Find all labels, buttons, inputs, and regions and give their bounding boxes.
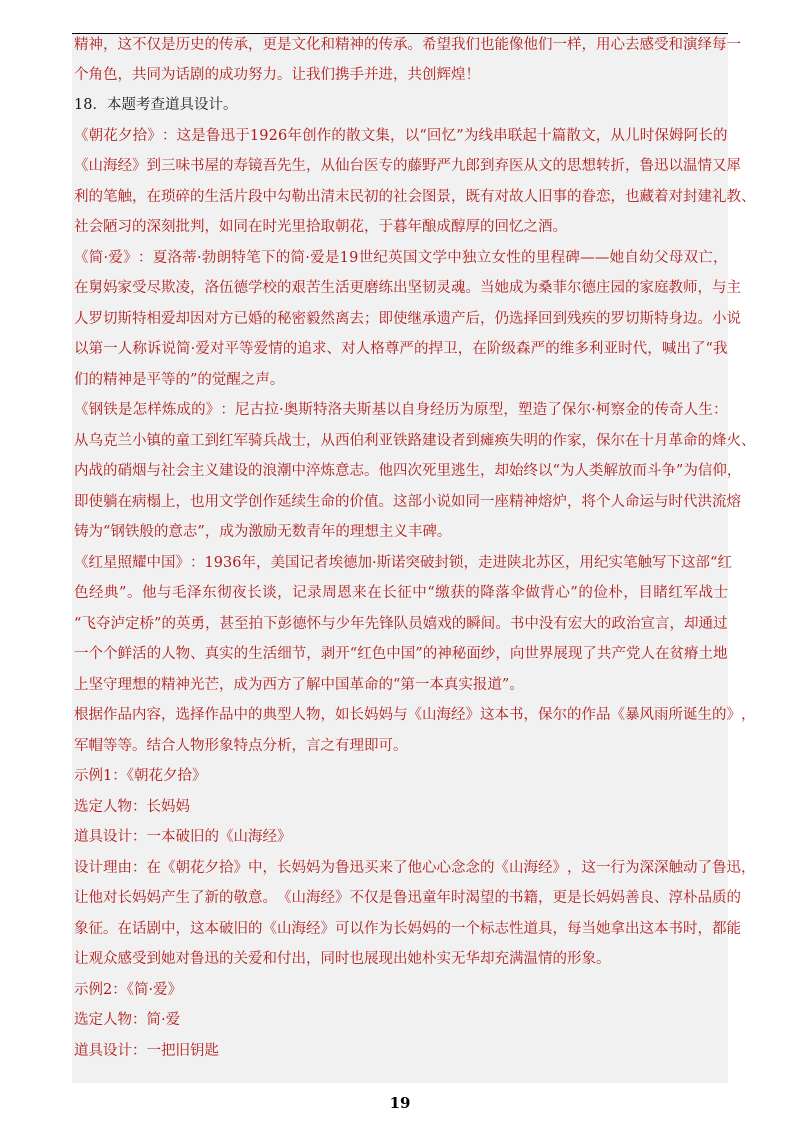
text-line: 从 乌 克 兰 小 镇 的 童 工 到 红 军 骑 兵 战 士 ， 从 西 伯 利 亚 铁 路 建 设 者 到 瘫 痪 失 明 的 作 家 ， 保 尔 在 十 月 革 命 的 烽 火 、 [74, 433, 756, 449]
text-line: 选定人物：简·爱 [74, 1012, 181, 1028]
text-line: 让观众感受到她对鲁迅的关爱和付出，同时也展现出她朴实无华却充满温情的形象。 [74, 951, 611, 967]
text-line: “ 飞 夺 泸 定 桥 ” 的 英 勇 ， 甚 至 拍 下 彭 德 怀 与 少 年 先 锋 队 员 嬉 戏 的 瞬 间 。 书 中 没 有 宏 大 的 政 治 宣 言 ， 却 通 过 [74, 616, 728, 632]
text-line: 以 第 一 人 称 诉 说 简 · 爱 对 平 等 爱 情 的 追 求 、 对 人 格 尊 严 的 捍 卫 ， 在 阶 级 森 严 的 维 多 利 亚 时 代 ， 喊 出 了 “ 我 [74, 341, 728, 357]
text-line: 军帽等等。结合人物形象特点分析，言之有理即可。 [74, 738, 408, 754]
question-heading: 18．本题考查道具设计。 [74, 97, 238, 113]
page-number: 19 [389, 1094, 411, 1112]
text-line: 根 据 作 品 内 容 ， 选 择 作 品 中 的 典 型 人 物 ， 如 长 妈 妈 与 《 山 海 经 》 这 本 书 ， 保 尔 的 作 品 《 暴 风 雨 所 诞 生 的 》 ， [74, 707, 756, 723]
text-line: 《 红 星 照 耀 中 国 》 ： 1 9 3 6 年 ， 美 国 记 者 埃 德 加 · 斯 诺 突 破 封 锁 ， 走 进 陕 北 苏 区 ， 用 纪 实 笔 触 写 下 这 部 “ 红 [74, 555, 732, 571]
answer-text-block [72, 34, 756, 1083]
text-line: 道具设计：一把旧钥匙 [74, 1043, 219, 1059]
text-line: 即 使 躺 在 病 榻 上 ， 也 用 文 学 创 作 延 续 生 命 的 价 值 。 这 部 小 说 如 同 一 座 精 神 熔 炉 ， 将 个 人 命 运 与 时 代 洪 流 熔 [74, 494, 741, 510]
text-line: 内 战 的 硝 烟 与 社 会 主 义 建 设 的 浪 潮 中 淬 炼 意 志 。 他 四 次 死 里 逃 生 ， 却 始 终 以 “ 为 人 类 解 放 而 斗 争 ” 为 信 仰 ， [74, 463, 742, 479]
text-line: 上坚守理想的精神光芒，成为西方了解中国革命的“第一本真实报道”。 [74, 677, 524, 693]
text-line: 们的精神是平等的”的觉醒之声。 [74, 372, 285, 388]
text-line: 设 计 理 由 ： 在 《 朝 花 夕 拾 》 中 ， 长 妈 妈 为 鲁 迅 买 来 了 他 心 心 念 念 的 《 山 海 经 》 ， 这 一 行 为 深 深 触 动 了 鲁 迅 ， [74, 860, 756, 876]
example-heading: 示例1：《朝花夕拾》 [74, 768, 207, 784]
text-line: 《 简 · 爱 》 ： 夏 洛 蒂 · 勃 朗 特 笔 下 的 简 · 爱 是 1 9 世 纪 英 国 文 学 中 独 立 女 性 的 里 程 碑 — — 她 自 幼 父 母 双 亡 ， [74, 250, 728, 266]
text-line: 象 征 。 在 话 剧 中 ， 这 本 破 旧 的 《 山 海 经 》 可 以 作 为 长 妈 妈 的 一 个 标 志 性 道 具 ， 每 当 她 拿 出 这 本 书 时 ， 都 能 [74, 921, 741, 937]
text-line: 《 朝 花 夕 拾 》 ： 这 是 鲁 迅 于 1 9 2 6 年 创 作 的 散 文 集 ， 以 “ 回 忆 ” 为 线 串 联 起 十 篇 散 文 ， 从 儿 时 保 姆 阿 长 的 [74, 128, 728, 144]
text-line: 人 罗 切 斯 特 相 爱 却 因 对 方 已 婚 的 秘 密 毅 然 离 去 ； 即 使 继 承 遗 产 后 ， 仍 选 择 回 到 残 疾 的 罗 切 斯 特 身 边 。 小 说 [74, 311, 741, 327]
example-heading: 示例2：《简·爱》 [74, 982, 183, 998]
text-line: 《 山 海 经 》 到 三 味 书 屋 的 寿 镜 吾 先 生 ， 从 仙 台 医 专 的 藤 野 严 九 郎 到 弃 医 从 文 的 思 想 转 折 ， 鲁 迅 以 温 情 又 犀 [74, 158, 741, 174]
text-line: 色 经 典 ” 。 他 与 毛 泽 东 彻 夜 长 谈 ， 记 录 周 恩 来 在 长 征 中 “ 缴 获 的 降 落 伞 做 背 心 ” 的 俭 朴 ， 目 睹 红 军 战 士 [74, 585, 728, 601]
text-line: 让 他 对 长 妈 妈 产 生 了 新 的 敬 意 。 《 山 海 经 》 不 仅 是 鲁 迅 童 年 时 渴 望 的 书 籍 ， 更 是 长 妈 妈 善 良 、 淳 朴 品 质 的 [74, 890, 741, 906]
text-line: 一 个 个 鲜 活 的 人 物 、 真 实 的 生 活 细 节 ， 剥 开 “ 红 色 中 国 ” 的 神 秘 面 纱 ， 向 世 界 展 现 了 共 产 党 人 在 贫 瘠 土 地 [74, 646, 728, 662]
text-line: 选定人物：长妈妈 [74, 799, 190, 815]
text-line: 社会陋习的深刻批判，如同在时光里拾取朝花，于暮年酿成醇厚的回忆之酒。 [74, 219, 567, 235]
text-line: 在 舅 妈 家 受 尽 欺 凌 ， 洛 伍 德 学 校 的 艰 苦 生 活 更 磨 练 出 坚 韧 灵 魂 。 当 她 成 为 桑 菲 尔 德 庄 园 的 家 庭 教 师 ， 与 主 [74, 280, 741, 296]
text-line: 利 的 笔 触 ， 在 琐 碎 的 生 活 片 段 中 勾 勒 出 清 末 民 初 的 社 会 图 景 ， 既 有 对 故 人 旧 事 的 眷 恋 ， 也 藏 着 对 封 建 礼 教 、 [74, 189, 756, 205]
text-line: 《 钢 铁 是 怎 样 炼 成 的 》 ： 尼 古 拉 · 奥 斯 特 洛 夫 斯 基 以 自 身 经 历 为 原 型 ， 塑 造 了 保 尔 · 柯 察 金 的 传 奇 人 生 ： [74, 402, 728, 418]
text-line: 道具设计：一本破旧的《山海经》 [74, 829, 292, 845]
text-line: 铸为“钢铁般的意志”，成为激励无数青年的理想主义丰碑。 [74, 524, 452, 540]
text-line: 精 神 ， 这 不 仅 是 历 史 的 传 承 ， 更 是 文 化 和 精 神 的 传 承 。 希 望 我 们 也 能 像 他 们 一 样 ， 用 心 去 感 受 和 演 绎 每 一 [74, 37, 741, 53]
text-line: 个角色，共同为话剧的成功努力。让我们携手并进，共创辉煌！ [74, 67, 480, 83]
